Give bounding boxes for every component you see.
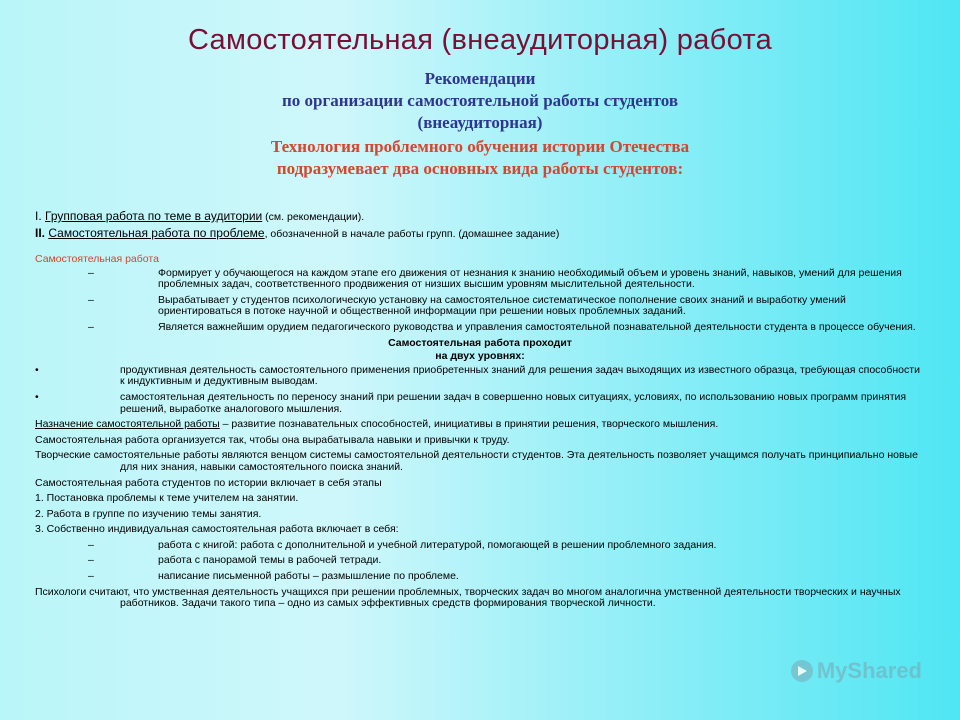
purpose-text: – развитие познавательных способностей, инициативы в принятии решения, творческого мышления.: [219, 418, 719, 431]
stage-1: 1. Постановка проблемы к теме учителем на занятии.: [35, 492, 299, 505]
bullet-item: [35, 365, 925, 388]
watermark: [791, 658, 922, 684]
recommendations-block: [0, 68, 960, 180]
sub-item-text: написание письменной работы – размышление по проблеме.: [158, 570, 459, 583]
work-type-2-label: Самостоятельная работа по проблеме: [48, 226, 265, 240]
bullet-mark: •: [35, 363, 39, 376]
bullet-mark: •: [35, 390, 39, 403]
section-title: Самостоятельная работа: [35, 253, 159, 265]
dash-mark: –: [88, 320, 94, 333]
dash-item: [35, 295, 925, 318]
recs-line-4: Технология проблемного обучения истории Отечества: [270, 137, 690, 156]
stage-2: 2. Работа в группе по изучению темы занятия.: [35, 507, 262, 520]
paragraph-2: Творческие самостоятельные работы являются венцом системы самостоятельной деятельности студентов. Эта деятельность позволяет учащимся получать принципиально новые для них знания, навыки самостоятельного поиска знаний.: [35, 449, 918, 473]
play-icon: [791, 660, 813, 682]
work-type-1-note: (см. рекомендации).: [262, 211, 365, 223]
levels-title-2: на двух уровнях:: [435, 350, 525, 363]
bullet-item-text: продуктивная деятельность самостоятельного применения приобретенных знаний для решения задач выходящих из известного образца, требующая способности к индуктивным и дедуктивным выводам.: [120, 363, 920, 388]
paragraph-3: Самостоятельная работа студентов по истории включает в себя этапы: [35, 476, 382, 489]
stage-3: 3. Собственно индивидуальная самостоятельная работа включает в себя:: [35, 523, 399, 536]
purpose-label: Назначение самостоятельной работы: [35, 418, 220, 431]
dash-item-text: Является важнейшим орудием педагогического руководства и управления самостоятельной познавательной деятельности студента в процессе обучения.: [158, 320, 916, 333]
work-type-2-num: II.: [35, 226, 49, 240]
dash-mark: –: [88, 554, 94, 567]
dash-item-text: Формирует у обучающегося на каждом этапе его движения от незнания к знанию необходимый объем и уровень знаний, навыков, умений для решения проблемных задач, соответственного продвижения от низших высшим уровням мыслительной деятельности.: [158, 266, 902, 291]
dash-item: [35, 322, 925, 334]
work-type-1-label: Групповая работа по теме в аудитории: [45, 209, 263, 223]
recs-line-2: по организации самостоятельной работы студентов: [282, 91, 678, 110]
recs-line-1: Рекомендации: [424, 69, 536, 88]
dash-mark: –: [88, 293, 94, 306]
sub-item-text: работа с книгой: работа с дополнительной и учебной литературой, помогающей в решении проблемного задания.: [158, 538, 717, 551]
dash-item: [35, 268, 925, 291]
watermark-text: MyShared: [816, 658, 922, 683]
final-paragraph: Психологи считают, что умственная деятельность учащихся при решении проблемных, творческих задач во многом аналогична умственной деятельности творческих и научных работников. Задачи такого типа – одно из самых эффективных средств формирования творческой личности.: [35, 585, 901, 610]
bullet-item-text: самостоятельная деятельность по переносу знаний при решении задач в совершенно новых ситуациях, условиях, по использованию новых программ принятия решений, выработке аналогового мышления.: [120, 390, 907, 415]
sub-item: [35, 571, 925, 583]
work-type-1: [35, 208, 925, 225]
sub-item: [35, 540, 925, 552]
bullet-item: [35, 392, 925, 415]
dash-mark: –: [88, 538, 94, 551]
dash-mark: –: [88, 570, 94, 583]
dash-item-text: Вырабатывает у студентов психологическую установку на самостоятельное систематическое пополнение своих знаний и выработку умений ориентироваться в потоке научной и общественной информации при решении новых проблемных заданий.: [158, 293, 846, 318]
purpose-paragraph: [35, 419, 925, 431]
content-body: [35, 208, 925, 614]
sub-item: [35, 555, 925, 567]
dash-mark: –: [88, 266, 94, 279]
sub-item-text: работа с панорамой темы в рабочей тетради.: [158, 554, 382, 567]
recs-line-3: (внеаудиторная): [417, 113, 543, 132]
recs-line-5: подразумевает два основных вида работы студентов:: [276, 159, 684, 178]
levels-title-1: Самостоятельная работа проходит: [388, 336, 572, 349]
work-type-2-note: , обозначенной в начале работы групп. (домашнее задание): [264, 228, 560, 240]
slide-title: Самостоятельная (внеаудиторная) работа: [187, 24, 773, 56]
paragraph-1: Самостоятельная работа организуется так, чтобы она вырабатывала навыки и привычки к труду.: [35, 433, 510, 446]
work-type-1-num: I.: [35, 209, 46, 223]
work-type-2: [35, 225, 925, 242]
